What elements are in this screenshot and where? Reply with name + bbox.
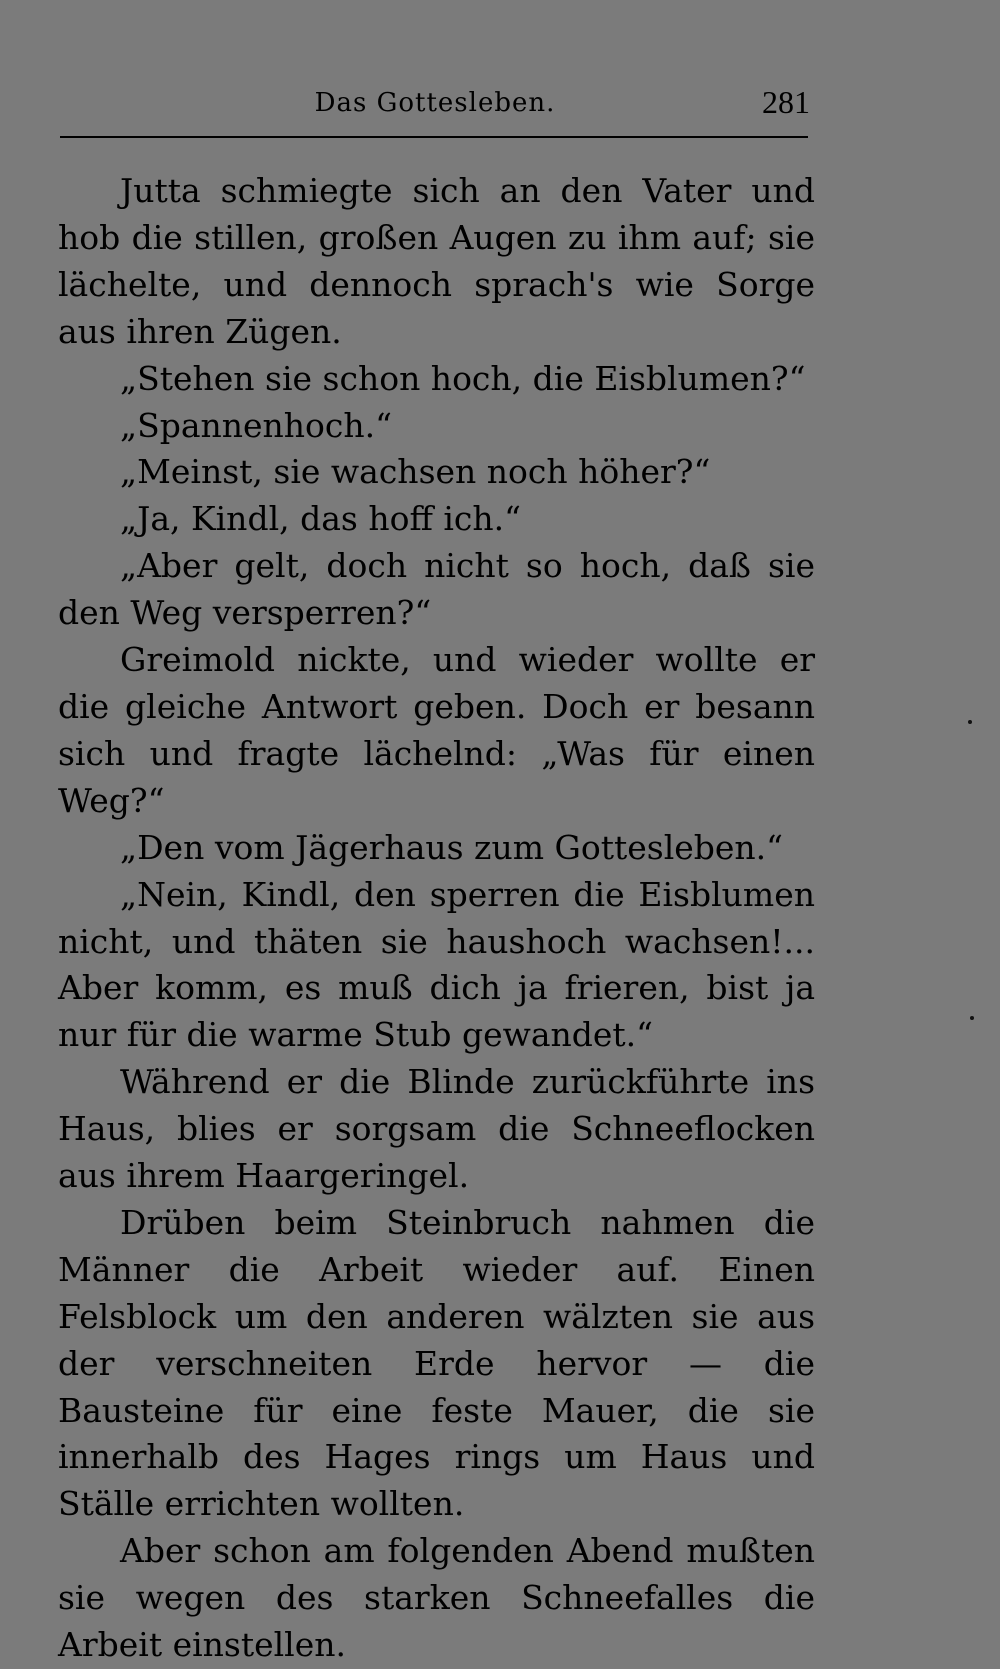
- scan-speck: [970, 1016, 974, 1020]
- paragraph-12: Aber schon am folgenden Abend mußten sie wegen des starken Schneefalles die Arbeit einstellen.: [58, 1531, 815, 1665]
- scan-speck: [968, 720, 972, 724]
- page-number: 281: [762, 84, 810, 120]
- paragraph-10: Während er die Blinde zurückführte ins Haus, blies er sorgsam die Schneeflocken aus ihrem Haargeringel.: [58, 1062, 815, 1196]
- paragraph-6: „Aber gelt, doch nicht so hoch, daß sie den Weg versperren?“: [58, 546, 815, 633]
- page-header: [60, 84, 810, 128]
- paragraph-2: „Stehen sie schon hoch, die Eisblumen?“: [120, 358, 806, 398]
- paragraph-3: „Spannenhoch.“: [120, 405, 393, 445]
- paragraph-7: Greimold nickte, und wieder wollte er die gleiche Antwort geben. Doch er besann sich und fragte lächelnd: „Was für einen Weg?“: [58, 640, 815, 820]
- paragraph-5: „Ja, Kindl, das hoff ich.“: [120, 499, 522, 539]
- body-text: [58, 168, 815, 1669]
- running-title: Das Gottesleben.: [314, 88, 556, 118]
- paragraph-8: „Den vom Jägerhaus zum Gottesleben.“: [120, 827, 784, 867]
- paragraph-1: Jutta schmiegte sich an den Vater und hob die stillen, großen Augen zu ihm auf; sie lächelte, und dennoch sprach's wie Sorge aus ihren Zügen.: [58, 171, 815, 351]
- header-rule: [60, 136, 808, 138]
- paragraph-4: „Meinst, sie wachsen noch höher?“: [120, 452, 711, 492]
- paragraph-9: „Nein, Kindl, den sperren die Eisblumen nicht, und thäten sie haushoch wachsen!... Aber komm, es muß dich ja frieren, bist ja nur für die warme Stub gewandet.“: [58, 874, 815, 1055]
- paragraph-11: Drüben beim Steinbruch nahmen die Männer die Arbeit wieder auf. Einen Felsblock um den anderen wälzten sie aus der verschneiten Erde hervor — die Bausteine für eine feste Mauer, die sie innerhalb des Hages rings um Haus und Ställe errichten wollten.: [58, 1202, 815, 1524]
